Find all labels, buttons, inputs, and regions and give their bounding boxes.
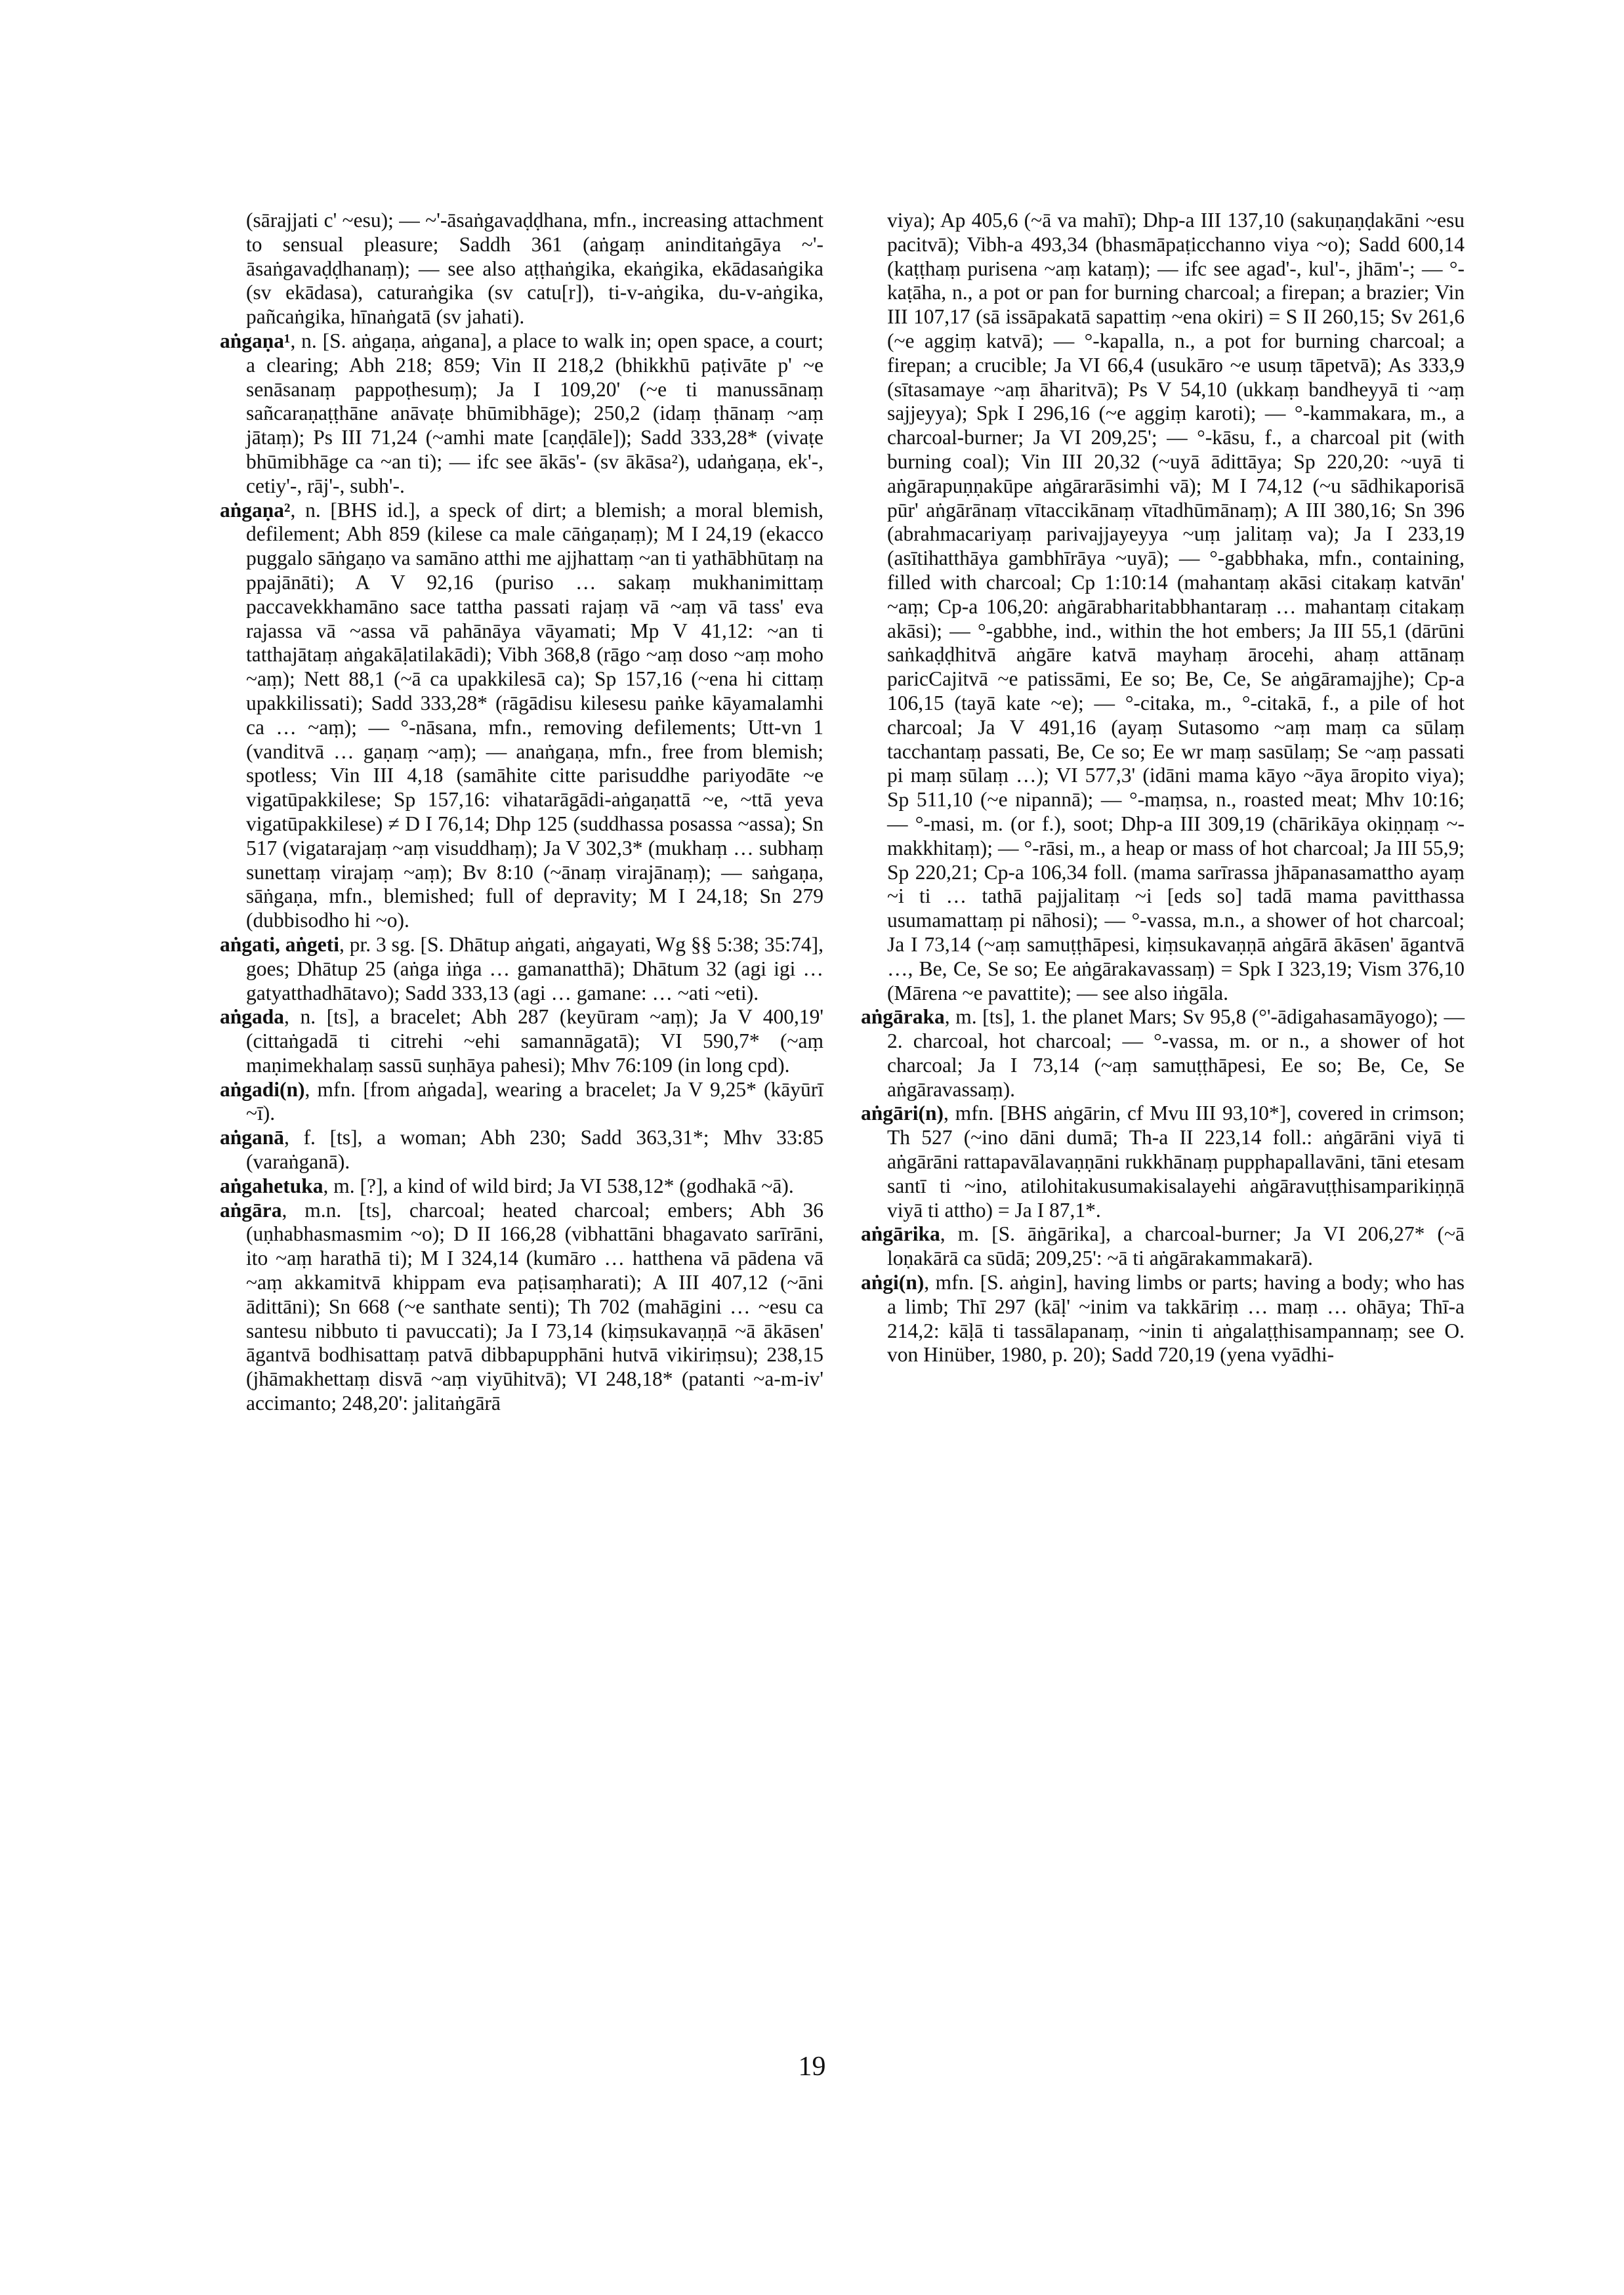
headword: aṅgahetuka (220, 1174, 323, 1197)
left-column (220, 209, 823, 1416)
headword: aṅgaṇa¹ (220, 329, 291, 352)
entry-body: , pr. 3 sg. [S. Dhātup aṅgati, aṅgayati, Wg §§ 5:38; 35:74], goes; Dhātup 25 (aṅga iṅga … gamanatthā); Dhātum 32 (agi igi … gatyatthadhātavo); Sadd 333,13 (agi … gamane: … ~ati ~eti). (246, 932, 823, 1004)
entry-angara (220, 1199, 823, 1416)
entry-angana-2 (220, 499, 823, 933)
headword: aṅgada (220, 1005, 285, 1029)
headword: aṅgadi(n) (220, 1077, 305, 1101)
entry-angati (220, 933, 823, 1005)
entry-body: , n. [ts], a bracelet; Abh 287 (keyūram ~aṃ); Ja V 400,19' (cittaṅgadā ti citrehi ~ehi samannāgatā); VI 590,7* (~aṃ maṇimekhalaṃ sassū suṇhāya pahesi); Mhv 76:109 (in long cpd). (246, 1005, 823, 1077)
entry-anganas-1 (220, 329, 823, 499)
entry-body: , n. [S. aṅgaṇa, aṅgana], a place to walk in; open space, a court; a clearing; Abh 218; 859; Vin II 218,2 (bhikkhū paṭivāte p' ~e senāsanaṃ pappoṭhesuṃ); Ja I 109,20' (~e ti manussānaṃ sañcaraṇaṭṭhāne anāvaṭe bhūmibhāge); 250,2 (idaṃ ṭhānaṃ ~aṃ jātaṃ); Ps III 71,24 (~amhi mate [caṇḍāle]); Sadd 333,28* (vivaṭe bhūmibhāge ca ~an ti); — ifc see ākās'- (sv ākāsa²), udaṅgaṇa, ek'-, cetiy'-, rāj'-, subh'-. (246, 329, 823, 497)
entry-angin (861, 1271, 1465, 1367)
entry-angahetuka (220, 1174, 823, 1199)
headword: aṅgaṇa² (220, 498, 291, 522)
headword: aṅgāra (220, 1198, 282, 1222)
entry-angana-woman (220, 1126, 823, 1174)
entry-angarika (861, 1222, 1465, 1271)
entry-angarin (861, 1102, 1465, 1222)
headword: aṅgāri(n) (861, 1102, 944, 1125)
entry-angaraka (861, 1005, 1465, 1102)
page-number: 19 (798, 2052, 826, 2082)
entry-body: , m. [ts], 1. the planet Mars; Sv 95,8 (°'-ādigahasamāyogo); — 2. charcoal, hot charcoal; — °-vassa, m. or n., a shower of hot charcoal; Ja I 73,14 (~aṃ samuṭṭhāpesi, Ee so; Be, Ce, Se aṅgāravassaṃ). (887, 1005, 1465, 1101)
entry-body: , mfn. [BHS aṅgārin, cf Mvu III 93,10*], covered in crimson; Th 527 (~ino dāni dumā; Th-a II 223,14 foll.: aṅgārāni viyā ti aṅgārāni rattapavālavaṇṇāni rukkhānaṃ pupphapallavāni, tāni etesam santī ti ~ino, atilohitakusumakisalayehi aṅgāravuṭṭhisamparikiṇṇā viyā ti attho) = Ja I 87,1*. (887, 1102, 1465, 1222)
entry-body: , mfn. [from aṅgada], wearing a bracelet; Ja V 9,25* (kāyūrī ~ī). (246, 1077, 823, 1125)
headword: aṅgati, aṅgeti (220, 932, 340, 956)
entry-body: , f. [ts], a woman; Abh 230; Sadd 363,31*; Mhv 33:85 (varaṅganā). (246, 1126, 823, 1174)
entry-body: , n. [BHS id.], a speck of dirt; a blemish; a moral blemish, defilement; Abh 859 (kilese ca male cāṅgaṇaṃ); M I 24,19 (ekacco puggalo sāṅgaṇo va samāno atthi me ajjhattaṃ ~an ti yathābhūtaṃ na ppajānāti); A V 92,16 (puriso … sakaṃ mukhanimittaṃ paccavekkhamāno sace tattha passati rajaṃ vā ~aṃ vā tass' eva rajassa vā ~assa vā pahānāya vāyamati; Mp V 41,12: ~an ti tatthajātaṃ aṅgakāḷatilakādi); Vibh 368,8 (rāgo ~aṃ doso ~aṃ moho ~aṃ); Nett 88,1 (~ā ca upakkilesā ca); Sp 157,16 (~ena hi cittaṃ upakkilissati); Sadd 333,28* (rāgādisu kilesesu paṅke kāyamalamhi ca … ~aṃ); — °-nāsana, mfn., removing defilements; Utt-vn 1 (vanditvā … gaṇaṃ ~aṃ); — anaṅgaṇa, mfn., free from blemish; spotless; Vin III 4,18 (samāhite citte parisuddhe pariyodāte ~e vigatūpakkilese; Sp 157,16: vihatarāgādi-aṅgaṇattā ~e, ~ttā yeva vigatūpakkilese) ≠ D I 76,14; Dhp 125 (suddhassa posassa ~assa); Sn 517 (vigatarajaṃ ~aṃ visuddhaṃ); Ja V 302,3* (mukhaṃ … subhaṃ sunettaṃ virajaṃ ~aṃ); Bv 8:10 (~ānaṃ virajānaṃ); — saṅgaṇa, sāṅgaṇa, mfn., blemished; full of depravity; M I 24,18; Sn 279 (dubbisodho hi ~o). (246, 498, 823, 932)
entry-body: , m. [?], a kind of wild bird; Ja VI 538,12* (godhakā ~ā). (323, 1174, 794, 1197)
entry-body: , mfn. [S. aṅgin], having limbs or parts; having a body; who has a limb; Thī 297 (kāḷ' ~inim va takkāriṃ … maṃ … ohāya; Thī-a 214,2: kāḷā ti tassālapanaṃ, ~inin ti aṅgalaṭṭhisampannaṃ; see O. von Hinüber, 1980, p. 20); Sadd 720,19 (yena vyādhi- (887, 1271, 1465, 1367)
entry-continuation: (sārajjati c' ~esu); — ~'-āsaṅgavaḍḍhana, mfn., increasing attachment to sensual pleasure; Saddh 361 (aṅgaṃ aninditaṅgāya ~'-āsaṅgavaḍḍhanaṃ); — see also aṭṭhaṅgika, ekaṅgika, ekādasaṅgika (sv ekādasa), caturaṅgika (sv catu[r]), ti-v-aṅgika, du-v-aṅgika, pañcaṅgika, hīnaṅgatā (sv jahati). (246, 209, 823, 329)
entry-body: , m.n. [ts], charcoal; heated charcoal; embers; Abh 36 (uṇhabhasmasmim ~o); D II 166,28 (vibhattāni bhagavato sarīrāni, ito ~aṃ harathā ti); M I 324,14 (kumāro … hatthena vā pādena vā ~aṃ akkamitvā khippam eva paṭisaṃharati); A III 407,12 (~āni ādittāni); Sn 668 (~e santhate senti); Th 702 (mahāgini … ~esu ca santesu nibbuto ti pavuccati); Ja I 73,14 (kiṃsukavaṇṇā ~ā ākāsen' āgantvā bodhisattaṃ patvā dibbapupphāni hutvā vikiriṃsu); 238,15 (jhāmakhettaṃ disvā ~aṃ viyūhitvā); VI 248,18* (patanti ~a-m-iv' accimanto; 248,20': jalitaṅgārā (246, 1198, 823, 1415)
entry-continuation: viya); Ap 405,6 (~ā va mahī); Dhp-a III 137,10 (sakuṇaṇḍakāni ~esu pacitvā); Vibh-a 493,34 (bhasmāpaṭicchanno viya ~o); Sadd 600,14 (kaṭṭhaṃ purisena ~aṃ kataṃ); — ifc see agad'-, kul'-, jhām'-; — °-kaṭāha, n., a pot or pan for burning charcoal; a firepan; a brazier; Vin III 107,17 (sā issāpakatā sapattiṃ ~ena okiri) = S II 260,15; Sv 261,6 (~e aggiṃ katvā); — °-kapalla, n., a pot for burning charcoal; a firepan; a crucible; Ja VI 66,4 (usukāro ~e usuṃ tāpetvā); As 333,9 (sītasamaye ~aṃ āharitvā); Ps V 54,10 (ukkaṃ bandheyyā ti ~aṃ sajjeyya); Spk I 296,16 (~e aggiṃ karoti); — °-kammakara, m., a charcoal-burner; Ja VI 209,25'; — °-kāsu, f., a charcoal pit (with burning coal); Vin III 20,32 (~uyā ādittāya; Sp 220,20: ~uyā ti aṅgārapuṇṇakūpe aṅgārarāsimhi vā); M I 74,12 (~u sādhikaporisā pūr' aṅgārānaṃ vītaccikānaṃ vītadhūmānaṃ); A III 380,16; Sn 396 (abrahmacariyaṃ parivajjayeyya ~uṃ jalitaṃ va); Ja I 233,19 (asītihatthāya gambhīrāya ~uyā); — °-gabbhaka, mfn., containing, filled with charcoal; Cp 1:10:14 (mahantaṃ akāsi citakaṃ katvān' ~aṃ; Cp-a 106,20: aṅgārabharitabbhantaraṃ … mahantaṃ citakaṃ akāsi); — °-gabbhe, ind., within the hot embers; Ja III 55,1 (dārūni saṅkaḍḍhitvā aṅgāre katvā mayhaṃ ārocehi, ahaṃ attānaṃ paricCajitvā ~e patissāmi, Ee so; Be, Ce, Se aṅgāramajjhe); Cp-a 106,15 (tayā kate ~e); — °-citaka, m., °-citakā, f., a pile of hot charcoal; Ja V 491,16 (ayaṃ Sutasomo ~aṃ maṃ ca sūlaṃ tacchantaṃ passati, Be, Ce so; Ee wr maṃ sasūlaṃ; Se ~aṃ passati pi maṃ sūlaṃ …); VI 577,3' (idāni mama kāyo ~āya āropito viya); Sp 511,10 (~e nipannā); — °-maṃsa, n., roasted meat; Mhv 10:16; — °-masi, m. (or f.), soot; Dhp-a III 309,19 (chārikāya okiṇṇaṃ ~-makkhitaṃ); — °-rāsi, m., a heap or mass of hot charcoal; Ja III 55,9; Sp 220,21; Cp-a 106,34 foll. (mama sarīrassa jhāpanasamattho ayaṃ ~i ti … tathā pajjalitaṃ ~i [eds so] tadā mama pavitthassa usumamattaṃ pi nāhosi); — °-vassa, m.n., a shower of hot charcoal; Ja I 73,14 (~aṃ samuṭṭhāpesi, kiṃsukavaṇṇā aṅgārā ākāsen' āgantvā …, Be, Ce, Se so; Ee aṅgārakavassaṃ) = Spk I 323,19; Vism 376,10 (Mārena ~e pavattite); — see also iṅgāla. (887, 209, 1465, 1004)
right-column (861, 209, 1465, 1367)
headword: aṅgi(n) (861, 1271, 925, 1294)
headword: aṅgārika (861, 1222, 940, 1246)
entry-angada (220, 1005, 823, 1077)
headword: aṅganā (220, 1126, 285, 1149)
headword: aṅgāraka (861, 1005, 945, 1029)
entry-body: , m. [S. āṅgārika], a charcoal-burner; Ja VI 206,27* (~ā loṇakārā ca sūdā; 209,25': ~ā ti aṅgārakammakarā). (887, 1222, 1465, 1270)
entry-angadin (220, 1078, 823, 1127)
